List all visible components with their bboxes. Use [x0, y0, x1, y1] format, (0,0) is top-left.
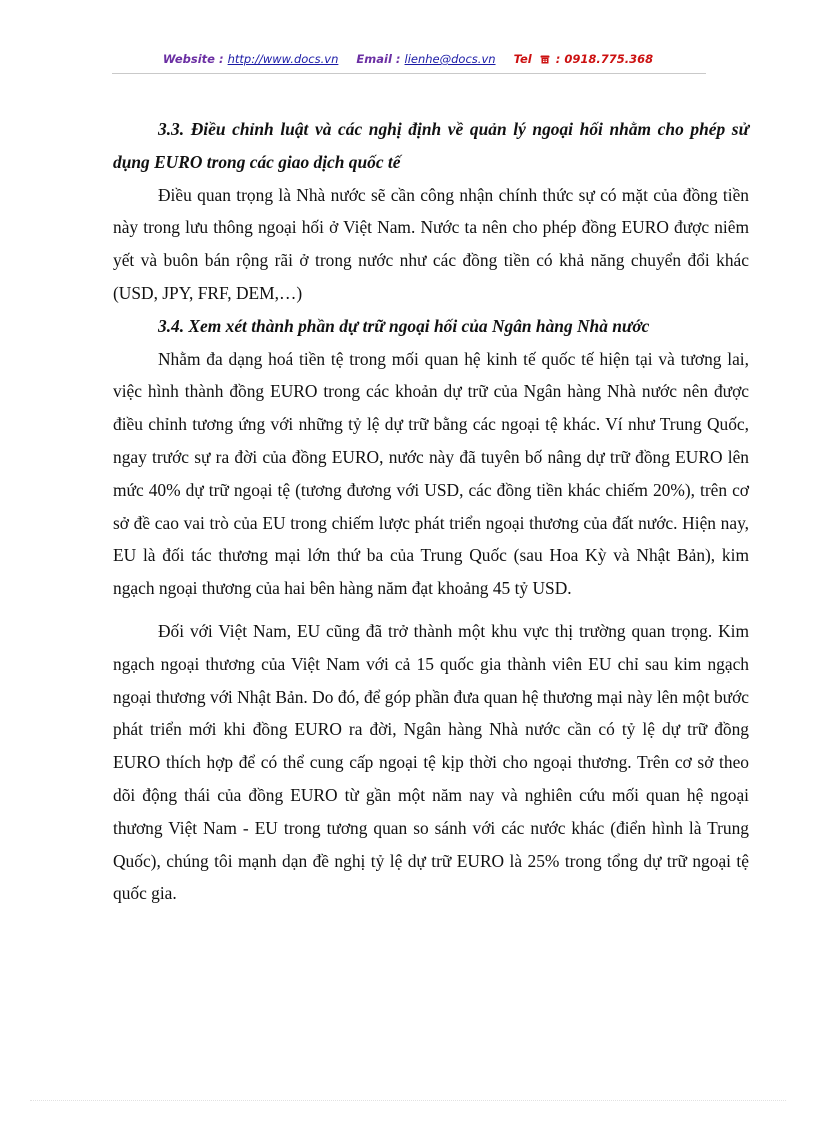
website-label: Website :	[162, 52, 224, 66]
paragraph: Nhằm đa dạng hoá tiền tệ trong mối quan hệ kinh tế quốc tế hiện tại và tương lai, việc hình thành đồng EURO trong các khoản dự trữ của Ngân hàng Nhà nước nên được điều chỉnh tương ứng với những tỷ lệ dự trữ bằng các ngoại tệ khác. Ví như Trung Quốc, ngay trước sự ra đời của đồng EURO, nước này đã tuyên bố nâng dự trữ đồng EURO lên mức 40% dự trữ ngoại tệ (tương đương với USD, các đồng tiền khác chiếm 20%), trên cơ sở đề cao vai trò của EU trong chiếm lược phát triển ngoại thương của đất nước. Hiện nay, EU là đối tác thương mại lớn thứ ba của Trung Quốc (sau Hoa Kỳ và Nhật Bản), kim ngạch ngoại thương của hai bên hàng năm đạt khoảng 45 tỷ USD.	[113, 348, 749, 599]
header-divider	[112, 73, 706, 74]
section-heading-3-4: 3.4. Xem xét thành phần dự trữ ngoại hối của Ngân hàng Nhà nước	[158, 315, 650, 336]
website-link[interactable]: http://www.docs.vn	[227, 52, 339, 66]
phone-icon	[540, 53, 550, 62]
footer-divider	[30, 1100, 786, 1101]
email-label: Email :	[356, 52, 401, 66]
document-body	[113, 113, 749, 910]
section-heading-3-3: 3.3. Điều chỉnh luật và các nghị định về quản lý ngoại hối nhằm cho phép sử dụng EURO trong các giao dịch quốc tế	[113, 119, 749, 172]
tel-number: : 0918.775.368	[555, 52, 654, 66]
paragraph: Điều quan trọng là Nhà nước sẽ cần công nhận chính thức sự có mặt của đồng tiền này trong lưu thông ngoại hối ở Việt Nam. Nước ta nên cho phép đồng EURO được niêm yết và buôn bán rộng rãi ở trong nước như các đồng tiền có khả năng chuyển đổi khác (USD, JPY, FRF, DEM,…)	[113, 184, 749, 303]
paragraph: Đối với Việt Nam, EU cũng đã trở thành một khu vực thị trường quan trọng. Kim ngạch ngoại thương của Việt Nam với cả 15 quốc gia thành viên EU chỉ sau kim ngạch ngoại thương với Nhật Bản. Do đó, để góp phần đưa quan hệ thương mại này lên một bước phát triển mới khi đồng EURO ra đời, Ngân hàng Nhà nước cần có tỷ lệ dự trữ đồng EURO thích hợp để có thể cung cấp ngoại tệ kịp thời cho ngoại thương. Trên cơ sở theo dõi động thái của đồng EURO từ gần một năm nay và nghiên cứu mối quan hệ ngoại thương Việt Nam - EU trong tương quan so sánh với các nước khác (điển hình là Trung Quốc), chúng tôi mạnh dạn đề nghị tỷ lệ dự trữ EURO là 25% trong tổng dự trữ ngoại tệ quốc gia.	[113, 620, 749, 904]
page-header	[110, 52, 706, 66]
email-link[interactable]: lienhe@docs.vn	[404, 52, 496, 66]
tel-label: Tel	[513, 52, 532, 66]
